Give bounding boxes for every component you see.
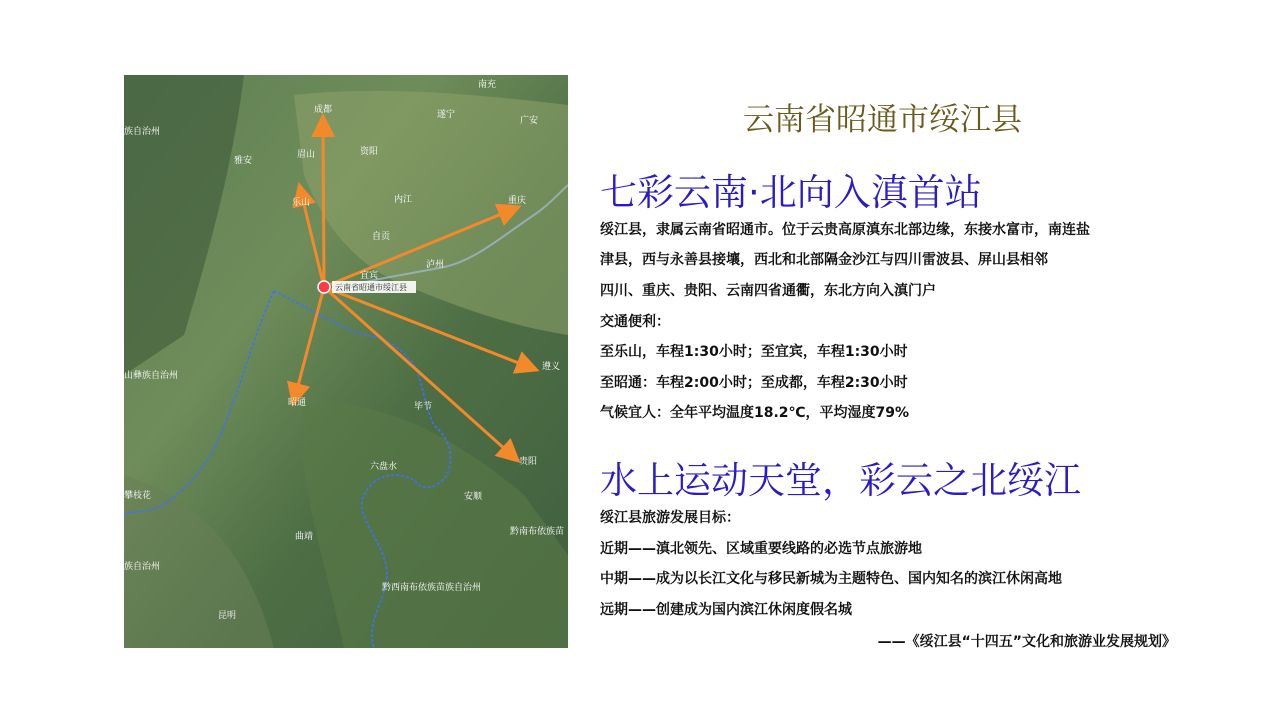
region-label: 族自治州 <box>124 127 161 137</box>
source-citation: ——《绥江县“十四五”文化和旅游业发展规划》 <box>877 634 1176 650</box>
location-pin-icon <box>318 281 330 293</box>
city-label: 自贡 <box>372 232 391 242</box>
text-line: 远期——创建成为国内滨江休闲度假名城 <box>600 602 852 618</box>
city-label: 宜宾 <box>360 271 379 281</box>
city-label: 内江 <box>394 195 413 205</box>
map-svg <box>124 75 568 648</box>
page-title: 云南省昭通市绥江县 <box>743 102 1022 138</box>
city-label: 遵义 <box>542 362 561 372</box>
city-label: 资阳 <box>360 147 379 157</box>
text-line: 至乐山，车程1:30小时；至宜宾，车程1:30小时 <box>600 344 908 360</box>
city-label: 广安 <box>520 116 539 126</box>
city-label: 乐山 <box>292 198 311 208</box>
arrow-to-chengdu <box>323 119 324 287</box>
city-label: 曲靖 <box>295 532 314 542</box>
city-label: 安顺 <box>464 492 483 502</box>
text-line: 绥江县旅游发展目标： <box>600 510 740 526</box>
city-label: 六盘水 <box>370 462 398 472</box>
text-line: 近期——滇北领先、区域重要线路的必选节点旅游地 <box>600 541 922 557</box>
city-label: 昆明 <box>218 611 237 621</box>
city-label: 雅安 <box>234 156 253 166</box>
region-label: 黔南布依族苗 <box>510 527 565 537</box>
text-line: 气候宜人：全年平均温度18.2℃，平均湿度79% <box>600 405 910 421</box>
region-label: 黔西南布依族苗族自治州 <box>382 583 482 593</box>
text-line: 津县，西与永善县接壤，西北和北部隔金沙江与四川雷波县、屏山县相邻 <box>600 252 1048 268</box>
city-label: 泸州 <box>426 260 445 270</box>
region-label: 族自治州 <box>124 562 161 572</box>
city-label: 眉山 <box>297 150 316 160</box>
city-label: 重庆 <box>508 196 527 206</box>
text-line: 绥江县，隶属云南省昭通市。位于云贵高原滇东北部边缘，东接水富市，南连盐 <box>600 222 1090 238</box>
city-label: 遂宁 <box>437 110 456 120</box>
city-label: 成都 <box>314 105 333 115</box>
city-label: 毕节 <box>414 402 433 412</box>
section-heading: 水上运动天堂，彩云之北绥江 <box>600 459 1081 502</box>
section-heading: 七彩云南·北向入滇首站 <box>600 171 982 214</box>
text-line: 中期——成为以长江文化与移民新城为主题特色、国内知名的滨江休闲高地 <box>600 571 1062 587</box>
region-label: 山彝族自治州 <box>124 371 179 381</box>
text-line: 交通便利： <box>600 314 670 330</box>
city-label: 昭通 <box>288 398 307 408</box>
pin-label: 云南省昭通市绥江县 <box>335 283 407 292</box>
city-label: 攀枝花 <box>124 491 152 501</box>
satellite-map <box>124 75 568 648</box>
text-line: 四川、重庆、贵阳、云南四省通衢，东北方向入滇门户 <box>600 283 936 299</box>
city-label: 南充 <box>478 80 497 90</box>
city-label: 贵阳 <box>519 457 538 467</box>
text-line: 至昭通：车程2:00小时；至成都，车程2:30小时 <box>600 375 908 391</box>
